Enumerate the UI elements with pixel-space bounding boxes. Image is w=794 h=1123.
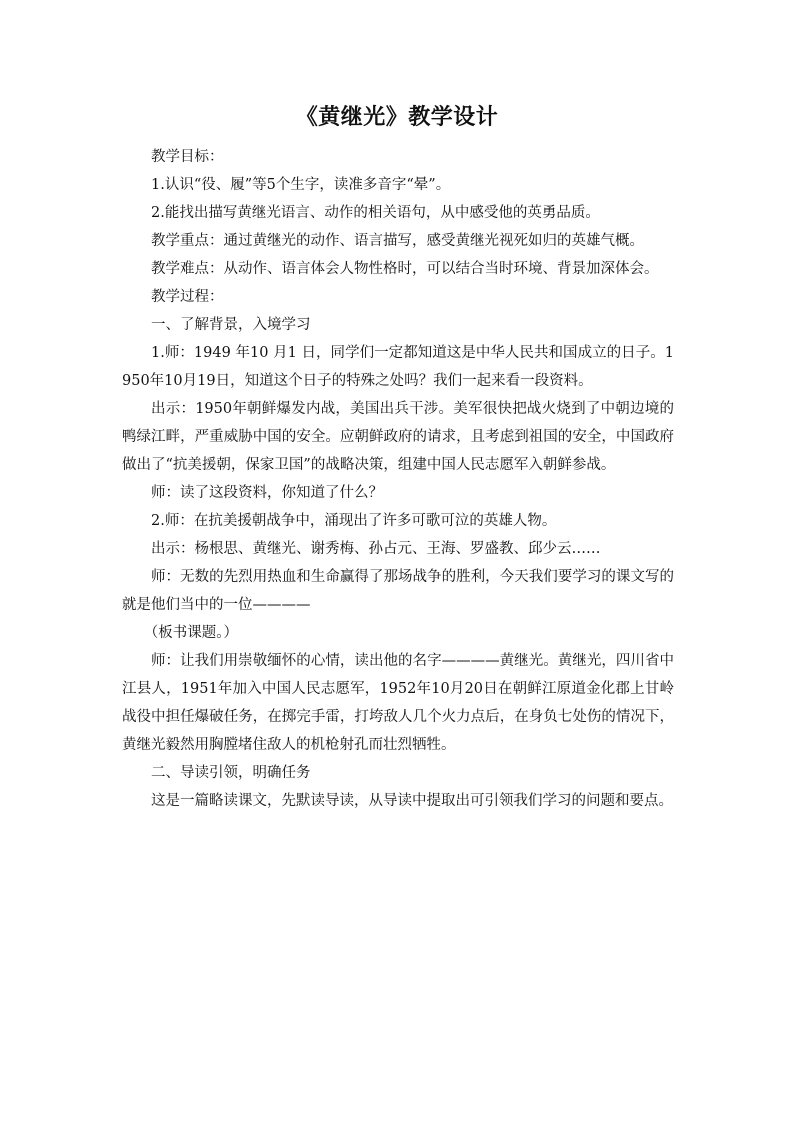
section-heading-objectives: 教学目标： xyxy=(151,149,224,165)
section-heading-process: 教学过程： xyxy=(151,289,224,305)
paragraph: 师：无数的先烈用热血和生命赢得了那场战争的胜利，今天我们要学习的课文写的就是他们当中的一位———— xyxy=(122,569,674,613)
document-body xyxy=(122,143,674,815)
objective-item-2: 2.能找出描写黄继光语言、动作的相关语句，从中感受他的英勇品质。 xyxy=(151,205,600,221)
board-note: （板书课题。） xyxy=(143,625,238,641)
teaching-difficulty: 教学难点：从动作、语言体会人物性格时，可以结合当时环境、背景加深体会。 xyxy=(151,261,659,277)
document-title: 《黄继光》教学设计 xyxy=(295,105,499,130)
paragraph: 出示：1950年朝鲜爆发内战，美国出兵干涉。美军很快把战火烧到了中朝边境的鸭绿江畔，严重威胁中国的安全。应朝鲜政府的请求，且考虑到祖国的安全，中国政府做出了“抗美援朝，保家卫国”的战略决策，组建中国人民志愿军入朝鲜参战。 xyxy=(122,401,674,473)
paragraph: 1.师：1949 年10 月1 日，同学们一定都知道这是中华人民共和国成立的日子。1950年10月19日，知道这个日子的特殊之处吗？我们一起来看一段资料。 xyxy=(122,345,674,389)
paragraph: 师：让我们用崇敬缅怀的心情，读出他的名字————黄继光。黄继光，四川省中江县人，1951年加入中国人民志愿军，1952年10月20日在朝鲜江原道金化郡上甘岭战役中担任爆破任务，在掷完手雷，打垮敌人几个火力点后，在身负七处伤的情况下，黄继光毅然用胸膛堵住敌人的机枪射孔而壮烈牺牲。 xyxy=(122,653,674,753)
teaching-focus: 教学重点：通过黄继光的动作、语言描写，感受黄继光视死如归的英雄气概。 xyxy=(151,233,644,249)
paragraph: 这是一篇略读课文，先默读导读，从导读中提取出可引领我们学习的问题和要点。 xyxy=(151,793,673,809)
paragraph: 出示：杨根思、黄继光、谢秀梅、孙占元、王海、罗盛教、邱少云…… xyxy=(151,541,601,557)
paragraph: 2.师：在抗美援朝战争中，涌现出了许多可歌可泣的英雄人物。 xyxy=(151,513,557,529)
step-heading-2: 二、导读引领，明确任务 xyxy=(151,765,311,781)
paragraph: 师：读了这段资料，你知道了什么？ xyxy=(151,485,383,501)
objective-item-1: 1.认识“役、履”等5个生字，读准多音字“晕”。 xyxy=(151,177,451,193)
step-heading-1: 一、了解背景，入境学习 xyxy=(151,317,311,333)
